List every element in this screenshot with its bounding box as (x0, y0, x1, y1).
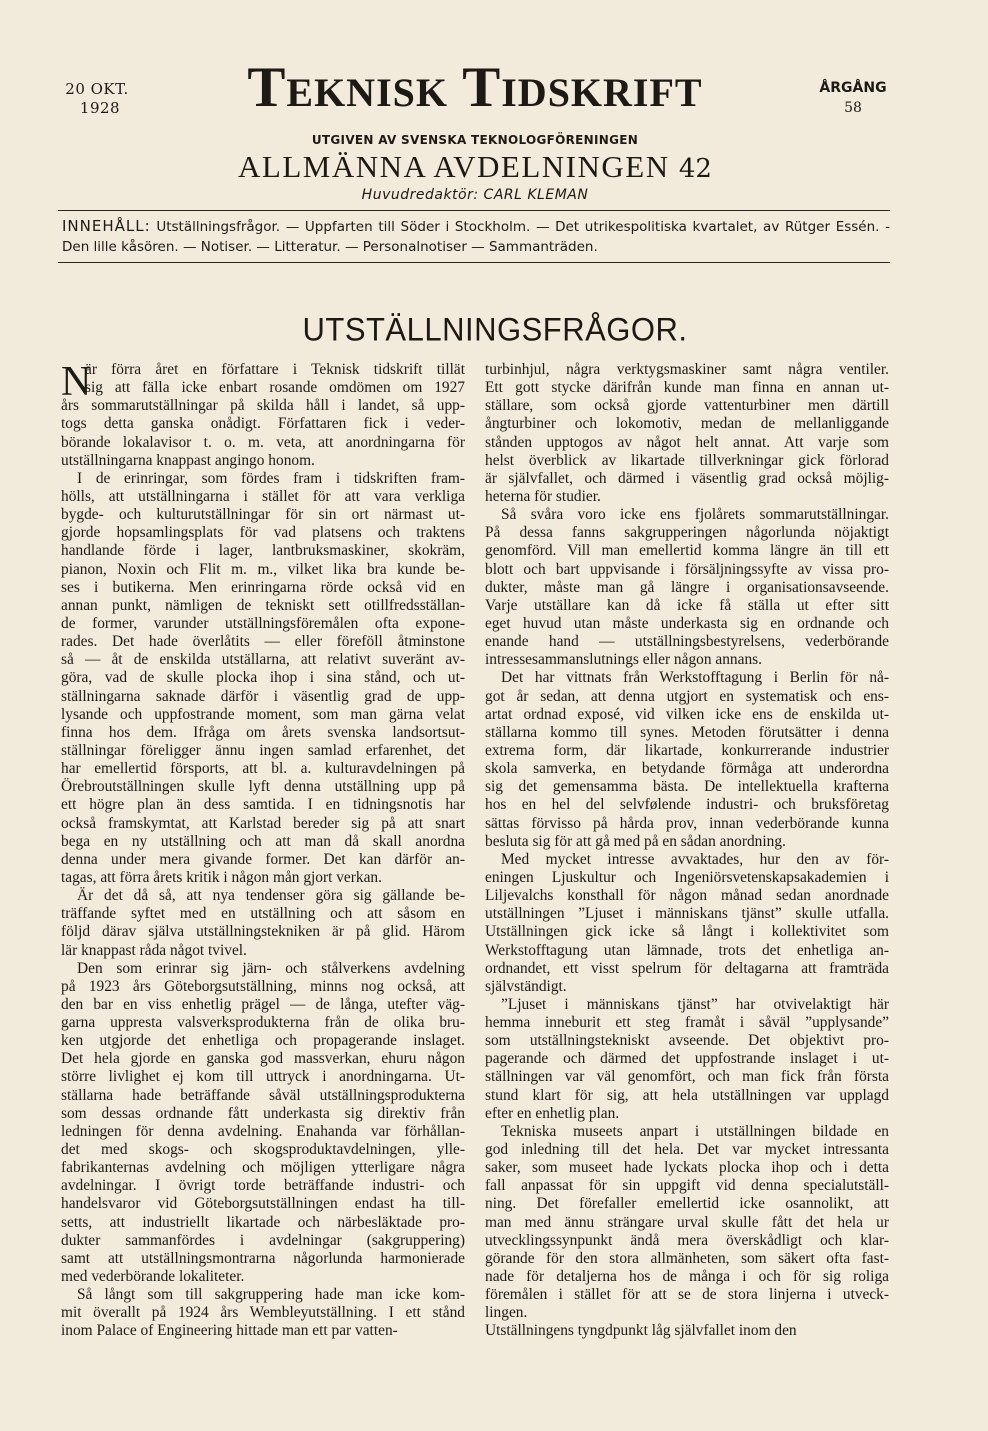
text-line: ställarna kommo till synes. Metoden förutsätter i denna (485, 723, 889, 741)
text-line: Den som erinrar sig järn- och stålverkens avdelning (77, 959, 465, 977)
text-line: garna uppresta valsverksprodukterna från de olika bru- (61, 1014, 465, 1032)
text-line: rades. Det hade överlåtits — eller föreföll åtminstone (61, 633, 465, 651)
text-line: Ett gott stycke därifrån kunde man finna en annan ut- (485, 379, 889, 397)
text-line: På dessa fanns sakgrupperingen någorlunda nöjaktigt (485, 524, 889, 542)
text-line: är förra året en författare i Teknisk tidskrift tillät (85, 361, 465, 378)
text-line: lingen. (485, 1304, 528, 1322)
text-line: stund klart för sig, att hela utställningen var upplagd (485, 1086, 889, 1104)
issue-date-day: 20 OKT. (65, 80, 129, 98)
text-line: mit överallt på 1924 års Wembleyutställning. I ett stånd (61, 1304, 465, 1322)
text-line: ställningar föreligger ännu ingen samlad erfarenhet, det (61, 741, 465, 759)
text-line: ning. Det förefaller emellertid icke osannolikt, att (485, 1195, 889, 1213)
text-line: fall anpassat för sin uppgift vid denna specialutställ- (485, 1177, 889, 1195)
text-line: extrema form, där likartade, konkurrerande industrier (485, 741, 889, 759)
text-line: dukter, måste man gå längre i organisationsavseende. (485, 578, 889, 596)
section-number: 42 (678, 154, 712, 184)
text-line: samt att utställningsmontrarna någorlunda harmonierade (61, 1249, 465, 1267)
journal-title: Teknisk Tidskrift (247, 56, 703, 119)
article-column-right (485, 361, 889, 1341)
text-line: got år sedan, att denna utgjort en systematisk och ens- (485, 687, 889, 705)
text-line: sig att fälla icke enbart rosande omdömen om 1927 (85, 379, 465, 397)
text-line: föremålen i stället för att se de stora linjerna i utveck- (485, 1286, 889, 1304)
text-line: ångturbiner och lokomotiv, medan de mellanliggande (485, 415, 889, 433)
text-line: göra, vad de skulle plocka ihop i sina stånd, och ut- (61, 669, 465, 687)
text-line: hos en hel del selvfølende industri- och bruksföretag (485, 796, 889, 814)
text-line: tagas, att förra årets kritik i någon mån gjort verkan. (61, 868, 382, 886)
text-line: ett högre plan än dess samtida. I en tidningsnotis har (61, 796, 465, 814)
text-line: finna hos dem. Ifråga om årets svenska landsortsut- (61, 723, 465, 741)
text-line: större livlighet ej kom till uttryck i anordningarna. Ut- (61, 1068, 465, 1086)
text-line: som utställningstekniskt avseende. Det objektivt pro- (485, 1032, 889, 1050)
text-line: I de erinringar, som fördes fram i tidskriften fram- (77, 469, 465, 487)
text-line: ken utgjorde det enhetliga och propagerande inslaget. (61, 1032, 465, 1050)
text-line: eget huvud utan måste underkasta sig en ordnande och (485, 614, 889, 632)
text-line: ”Ljuset i människans tjänst” har otvivelaktigt här (501, 995, 889, 1013)
text-line: Örebroutställningen skulle lyft denna utställning upp på (61, 778, 465, 796)
text-line: Så svåra voro icke ens fjolårets sommarutställningar. (501, 506, 889, 524)
text-line: god inledning till det hela. Det var mycket intressanta (485, 1141, 889, 1159)
text-line: Med mycket intresse avvaktades, hur den av för- (501, 850, 889, 868)
article-title: UTSTÄLLNINGSFRÅGOR. (302, 310, 688, 349)
article-column-left (61, 361, 465, 1341)
text-line: setts, att industriellt likartade och närbesläktade pro- (61, 1213, 465, 1231)
table-of-contents (62, 216, 890, 257)
text-line: pagerande och därmed det uppfostrande inslaget i ut- (485, 1050, 889, 1068)
text-line: ordnandet, ett visst spelrum för deltagarna att framträda (485, 959, 889, 977)
text-line: man med ännu strängare urval skulle fått det hela ur (485, 1213, 889, 1231)
volume-info (808, 78, 898, 118)
text-line: denna under mera givande former. Det kan därför an- (61, 850, 465, 868)
text-line: nade för detaljerna hos de många i och för sig roliga (485, 1268, 889, 1286)
text-line: eningen Ljuskultur och Ingeniörsvetenskapsakademien i (485, 868, 889, 886)
text-line: ställningarna saknade därför i väsentlig grad de upp- (61, 687, 465, 705)
text-line: års sommarutställningar på skilda håll i landet, så upp- (61, 397, 465, 415)
volume-number: 58 (844, 100, 862, 116)
text-line: handelsvaror vid Göteborgsutställningen endast ha till- (61, 1195, 465, 1213)
issue-date-year: 1928 (79, 99, 121, 117)
text-line: bygde- och kulturutställningar för sin ort närmast ut- (61, 506, 465, 524)
text-line: pianon, Noxin och Flit m. m., vilket lika bra kunde be- (61, 560, 465, 578)
text-line: heterna för studier. (485, 487, 601, 505)
text-line: det med skogs- och skogsproduktavdelningen, ylle- (61, 1141, 465, 1159)
text-line: följd därav själva utställningstekniken är på glid. Härom (61, 923, 465, 941)
section-heading (160, 148, 790, 188)
contents-rule-top (58, 210, 890, 211)
text-line: fabrikanternas avdelning och möjligen ytterligare några (61, 1159, 465, 1177)
text-line: stånden upptogos av något helt annat. Att varje som (485, 433, 889, 451)
text-line: Så långt som till sakgruppering hade man icke kom- (77, 1286, 465, 1304)
text-line: Är det då så, att nya tendenser göra sig gällande be- (77, 887, 465, 905)
text-line: självständigt. (485, 977, 567, 995)
contents-text: Utställningsfrågor. — Uppfarten till Söder i Stockholm. — Det utrikespolitiska kvartalet, av Rütger Essén. - Den lille kåsören. — Notiser. — Litteratur. — Personalnotiser — Sammanträden. (62, 219, 890, 255)
volume-label: ÅRGÅNG (819, 80, 887, 96)
text-line: Utställningens tyngdpunkt låg självfallet inom den (485, 1322, 797, 1340)
text-line: börande lokalavisor t. o. m. veta, att anordningarna för (61, 433, 465, 451)
text-line: helst överblick av likartade tillverkningar gick förlorad (485, 451, 889, 469)
text-line: de former, varunder utställningsföremålen ofta expone- (61, 614, 465, 632)
text-line: också framskymtat, att Karlstad bereder sig på att snart (61, 814, 465, 832)
text-line: handlande förde i lager, lantbruksmaskiner, skokräm, (61, 542, 465, 560)
text-line: besluta sig för att gå med på en sådan anordning. (485, 832, 786, 850)
text-line: ställningen var väl genomfört, och man fick från första (485, 1068, 889, 1086)
text-line: efter en enhetlig plan. (485, 1104, 620, 1122)
text-line: sig det gemensamma bästa. De intellektuella krafterna (485, 778, 889, 796)
text-line: Werkstofftagung utan lämnade, trots det enhetliga an- (485, 941, 889, 959)
text-line: görande för den stora allmänheten, som säkert ofta fast- (485, 1249, 889, 1267)
text-line: utställningarna knappast angingo honom. (61, 451, 315, 469)
text-line: ledningen för denna avdelning. Enahanda var förhållan- (61, 1122, 465, 1140)
text-line: lysande och uppfostrande moment, som man gärna velat (61, 705, 465, 723)
text-line: intressesammanslutnings eller någon annans. (485, 651, 762, 669)
text-line: utvecklingssynpunkt ändå mera överskådligt och klar- (485, 1231, 889, 1249)
text-line: Tekniska museets anpart i utställningen bildade en (501, 1122, 889, 1140)
text-line: togs detta ganska onådigt. Författaren fick i veder- (61, 415, 465, 433)
text-line: turbinhjul, några verktygsmaskiner samt några ventiler. (485, 361, 889, 378)
editor-line: Huvudredaktör: CARL KLEMAN (361, 187, 589, 203)
text-line: på 1923 års Göteborgsutställning, minns nog också, att (61, 977, 465, 995)
issue-date (55, 80, 145, 118)
text-line: som dessas ordnande fått underkasta sig direktiv från (61, 1104, 465, 1122)
text-line: har emellertid försports, att bl. a. kulturavdelningen på (61, 760, 465, 778)
text-line: den bar en viss enhetlig prägel — de långa, utefter väg- (61, 995, 465, 1013)
text-line: ställarna hade beträffande såväl utställningsprodukterna (61, 1086, 465, 1104)
text-line: hölls, att utställningarna i stället för att vara verkliga (61, 487, 465, 505)
text-line: sättas förvisso på hårda prov, innan vederbörande kunna (485, 814, 889, 832)
text-line: med vederbörande lokaliteter. (61, 1268, 245, 1286)
contents-label: INNEHÅLL: (62, 217, 151, 235)
text-line: träffande syftet med en utställning och att såsom en (61, 905, 465, 923)
text-line: så — åt de enskilda utställarna, att relativt suveränt av- (61, 651, 465, 669)
text-line: lär knappast råda något tvivel. (61, 941, 247, 959)
text-line: utställningen ”Ljuset i människans tjänst” skulle utfalla. (485, 905, 889, 923)
text-line: Det hela gjorde en ganska god massverkan, ehuru någon (61, 1050, 465, 1068)
text-line: enande hand — utställningsbestyrelsens, vederbörande (485, 633, 889, 651)
text-line: Liljevalchs konsthall för någon månad sedan anordnade (485, 887, 889, 905)
text-line: artat ordnad exposé, vid vilken icke ens de enskilda ut- (485, 705, 889, 723)
text-line: bega en ny utställning och att man då skall anordna (61, 832, 465, 850)
text-line: saker, som museet hade lyckats plocka ihop och i detta (485, 1159, 889, 1177)
text-line: annan punkt, nämligen de tekniskt sett otillfredsställan- (61, 596, 465, 614)
text-line: genomförd. Vill man emellertid komma längre än till ett (485, 542, 889, 560)
text-line: gjorde hopsamlingsplats för vad platsens och traktens (61, 524, 465, 542)
section-name: ALLMÄNNA AVDELNINGEN (238, 149, 670, 184)
text-line: dukter sammanfördes i avdelningar (sakgruppering) (61, 1231, 465, 1249)
text-line: Utställningen gick icke så långt i kollektivitet som (485, 923, 889, 941)
text-line: inom Palace of Engineering hittade man ett par vatten- (61, 1322, 398, 1340)
contents-rule-bottom (58, 262, 890, 263)
text-line: skola samverka, en betydande förmåga att underordna (485, 760, 889, 778)
text-line: Varje utställare kan då icke få ställa ut efter sitt (485, 596, 889, 614)
text-line: Det har vittnats från Werkstofftagung i Berlin för nå- (501, 669, 889, 687)
text-line: blott och bart uppvisande i försäljningssyfte av vissa pro- (485, 560, 889, 578)
publisher-line: UTGIVEN AV SVENSKA TEKNOLOGFÖRENINGEN (311, 133, 639, 147)
text-line: hemma inneburit ett steg framåt i såväl ”upplysande” (485, 1014, 889, 1032)
text-line: ses i butikerna. Men erinringarna rörde också vid en (61, 578, 465, 596)
text-line: är självfallet, och därmed i väsentlig grad också möjlig- (485, 469, 889, 487)
drop-cap: N (61, 359, 92, 405)
text-line: ställare, som också gjorde vattenturbiner men därtill (485, 397, 889, 415)
text-line: avdelningar. I övrigt torde beträffande industri- och (61, 1177, 465, 1195)
